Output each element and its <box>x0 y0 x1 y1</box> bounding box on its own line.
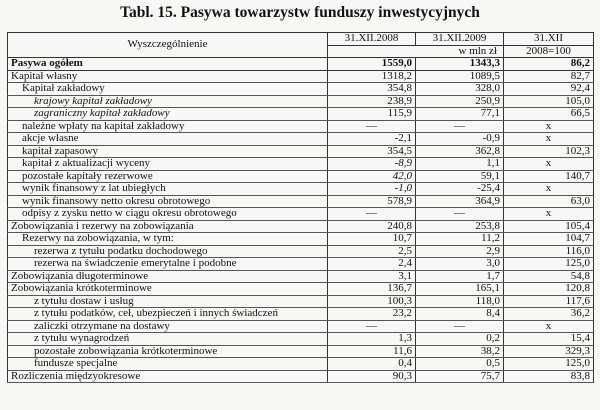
value-2009: — <box>416 208 504 221</box>
header-unit: w mln zł <box>328 45 504 58</box>
liabilities-table <box>7 32 594 383</box>
value-2009: -25,4 <box>416 183 504 196</box>
value-2008: 578,9 <box>328 195 416 208</box>
row-label: Kapitał zakładowy <box>8 83 328 96</box>
value-2008: 90,3 <box>328 370 416 383</box>
value-index: 117,6 <box>504 295 594 308</box>
value-2008: 23,2 <box>328 308 416 321</box>
row-label: Zobowiązania krótkoterminowe <box>8 283 328 296</box>
row-label: należne wpłaty na kapitał zakładowy <box>8 120 328 133</box>
row-label: rezerwa z tytułu podatku dochodowego <box>8 245 328 258</box>
value-2009: 8,4 <box>416 308 504 321</box>
value-2009: 253,8 <box>416 220 504 233</box>
value-2009: 77,1 <box>416 108 504 121</box>
value-index: 102,3 <box>504 145 594 158</box>
value-2008: 1,3 <box>328 333 416 346</box>
value-2009: 59,1 <box>416 170 504 183</box>
value-2009: 118,0 <box>416 295 504 308</box>
value-2008: 10,7 <box>328 233 416 246</box>
value-index: x <box>504 158 594 171</box>
value-index: 83,8 <box>504 370 594 383</box>
table-row <box>8 320 594 333</box>
row-label: Pasywa ogółem <box>8 58 328 71</box>
table-row <box>8 195 594 208</box>
row-label: rezerwa na świadczenie emerytalne i podobne <box>8 258 328 271</box>
row-label: kapitał z aktualizacji wyceny <box>8 158 328 171</box>
table-row <box>8 70 594 83</box>
value-index: 82,7 <box>504 70 594 83</box>
value-index: x <box>504 208 594 221</box>
value-index: 104,7 <box>504 233 594 246</box>
row-label: wynik finansowy z lat ubiegłych <box>8 183 328 196</box>
value-2009: 1343,3 <box>416 58 504 71</box>
table-row <box>8 370 594 383</box>
row-label: wynik finansowy netto okresu obrotowego <box>8 195 328 208</box>
value-index: 36,2 <box>504 308 594 321</box>
row-label: Zobowiązania i rezerwy na zobowiązania <box>8 220 328 233</box>
value-2009: 3,0 <box>416 258 504 271</box>
value-index: 140,7 <box>504 170 594 183</box>
value-2009: -0,9 <box>416 133 504 146</box>
value-2009: 2,9 <box>416 245 504 258</box>
value-2009: — <box>416 120 504 133</box>
value-index: 116,0 <box>504 245 594 258</box>
row-label: z tytułu wynagrodzeń <box>8 333 328 346</box>
table-row <box>8 170 594 183</box>
value-index: 105,0 <box>504 95 594 108</box>
value-index: 66,5 <box>504 108 594 121</box>
value-2008: 136,7 <box>328 283 416 296</box>
value-2009: 38,2 <box>416 345 504 358</box>
value-2008: 115,9 <box>328 108 416 121</box>
value-2008: — <box>328 208 416 221</box>
value-2009: 1,1 <box>416 158 504 171</box>
table-row <box>8 258 594 271</box>
row-label: kapitał zapasowy <box>8 145 328 158</box>
value-index: x <box>504 183 594 196</box>
value-2008: 2,5 <box>328 245 416 258</box>
table-row <box>8 183 594 196</box>
value-2008: 0,4 <box>328 358 416 371</box>
row-label: Kapitał własny <box>8 70 328 83</box>
table-row <box>8 220 594 233</box>
row-label: zaliczki otrzymane na dostawy <box>8 320 328 333</box>
value-2008: 3,1 <box>328 270 416 283</box>
header-index-line1: 31.XII <box>504 33 594 46</box>
value-2009: 328,0 <box>416 83 504 96</box>
table-title: Tabl. 15. Pasywa towarzystw funduszy inwestycyjnych <box>120 4 480 21</box>
table-row <box>8 245 594 258</box>
value-2009: 362,8 <box>416 145 504 158</box>
value-index: 125,0 <box>504 258 594 271</box>
value-2009: 364,9 <box>416 195 504 208</box>
table-row <box>8 308 594 321</box>
table-row <box>8 208 594 221</box>
table-row <box>8 233 594 246</box>
value-2008: 1559,0 <box>328 58 416 71</box>
header-2009: 31.XII.2009 <box>416 33 504 46</box>
row-label: Rozliczenia międzyokresowe <box>8 370 328 383</box>
table-row <box>8 358 594 371</box>
value-2008: -1,0 <box>328 183 416 196</box>
table-row <box>8 145 594 158</box>
value-2009: 1089,5 <box>416 70 504 83</box>
table-row <box>8 283 594 296</box>
value-index: 63,0 <box>504 195 594 208</box>
value-2008: — <box>328 320 416 333</box>
value-index: x <box>504 320 594 333</box>
table-row <box>8 158 594 171</box>
value-index: 120,8 <box>504 283 594 296</box>
row-label: z tytułu dostaw i usług <box>8 295 328 308</box>
row-label: akcje własne <box>8 133 328 146</box>
header-index-line2: 2008=100 <box>504 45 594 58</box>
value-index: 125,0 <box>504 358 594 371</box>
row-label: odpisy z zysku netto w ciągu okresu obrotowego <box>8 208 328 221</box>
value-2008: 354,5 <box>328 145 416 158</box>
table-row <box>8 108 594 121</box>
value-index: 105,4 <box>504 220 594 233</box>
value-index: 92,4 <box>504 83 594 96</box>
table-row <box>8 83 594 96</box>
row-label: pozostałe zobowiązania krótkoterminowe <box>8 345 328 358</box>
value-2009: 11,2 <box>416 233 504 246</box>
value-2008: 2,4 <box>328 258 416 271</box>
table-row <box>8 133 594 146</box>
row-label: zagraniczny kapitał zakładowy <box>8 108 328 121</box>
value-2008: 100,3 <box>328 295 416 308</box>
table-row <box>8 120 594 133</box>
table-row <box>8 270 594 283</box>
value-2008: 42,0 <box>328 170 416 183</box>
value-index: x <box>504 120 594 133</box>
value-2008: -2,1 <box>328 133 416 146</box>
value-2009: 165,1 <box>416 283 504 296</box>
row-label: fundusze specjalne <box>8 358 328 371</box>
value-2008: 1318,2 <box>328 70 416 83</box>
header-item: Wyszczególnienie <box>8 33 328 58</box>
value-2009: 250,9 <box>416 95 504 108</box>
value-2008: -8,9 <box>328 158 416 171</box>
value-2009: 0,2 <box>416 333 504 346</box>
row-label: z tytułu podatków, ceł, ubezpieczeń i innych świadczeń <box>8 308 328 321</box>
row-label: krajowy kapitał zakładowy <box>8 95 328 108</box>
value-2008: 11,6 <box>328 345 416 358</box>
value-index: 329,3 <box>504 345 594 358</box>
table-row <box>8 345 594 358</box>
table-row <box>8 295 594 308</box>
value-2009: 1,7 <box>416 270 504 283</box>
value-2008: 240,8 <box>328 220 416 233</box>
value-2009: 75,7 <box>416 370 504 383</box>
value-2008: 354,8 <box>328 83 416 96</box>
value-2008: — <box>328 120 416 133</box>
value-index: 15,4 <box>504 333 594 346</box>
table-row <box>8 95 594 108</box>
value-2009: — <box>416 320 504 333</box>
row-label: Rezerwy na zobowiązania, w tym: <box>8 233 328 246</box>
value-2008: 238,9 <box>328 95 416 108</box>
row-label: Zobowiązania długoterminowe <box>8 270 328 283</box>
value-2009: 0,5 <box>416 358 504 371</box>
value-index: 54,8 <box>504 270 594 283</box>
row-label: pozostałe kapitały rezerwowe <box>8 170 328 183</box>
value-index: x <box>504 133 594 146</box>
value-index: 86,2 <box>504 58 594 71</box>
header-2008: 31.XII.2008 <box>328 33 416 46</box>
table-row <box>8 58 594 71</box>
table-row <box>8 333 594 346</box>
